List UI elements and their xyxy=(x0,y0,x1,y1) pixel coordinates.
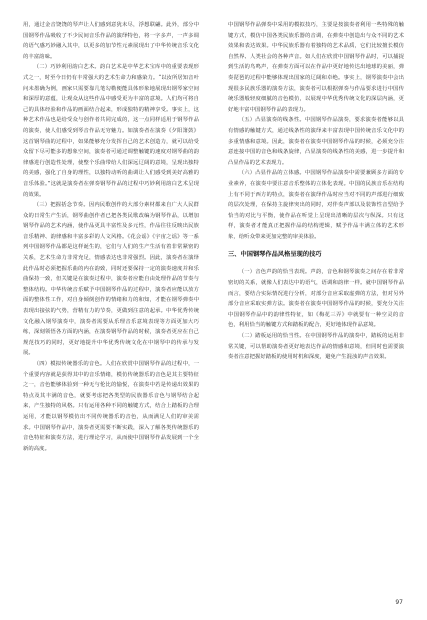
body-paragraph: （六）凸显作品的立体感。中国钢琴作品演奏中需要兼顾多方面的专业素养，在演奏中要注意音乐整体的立体化表现。中国的民族音乐在结构上有不同于西方的特点，演奏者在演绎作品时应当对不同的声部进行细致的层次处理，在保持主旋律突出的同时，对伴奏声部以及装饰性音型给予恰当的对比与平衡，使作品在听觉上呈现出清晰的层次与纵深。只有这样，演奏者才能真正把握作品的结构逻辑，赋予作品丰满立体的艺术形象，给听众带来更加完整的审美体验。 xyxy=(228,170,404,240)
body-paragraph: （二）巧妙利用韵白艺术。韵白艺术是中华艺术宝库中的重要表现形式之一，时至今日仍有丰常强大的艺术生命力和感染力。“以汝所居知音叶问未墨确为例，画家只需要靠几笔勾勒便能具体形象地展现出钢琴家空间和深厚的意蕴，让观众从这些作品中感受更为丰富的意境。人们均可将自己的具体经验和作品的画面结合起来，形成独特的精神享受。事实上，这种艺术作品也是给受众与创作者共同完成的，这一点同样适用于钢琴作品的演奏，使人们感受到琴音作品无穷魅力。如演奏者在演奏《夕阳箫鼓》这首钢琴曲的过程中，如果能够充分发挥自己的艺术创造力，就可以给受众留下尽可能多的想象空间，演奏者可通过调整触键的速度对钢琴曲的韵律感进行创造性处理，使整个乐曲带给人们深远辽阔的意境，呈现出独特的美感，强化了自身的理性，以独特动听的曲调让人们感受到美好高雅的音乐体验。”这就是演奏者在弹奏钢琴作品的过程中巧妙利用韵白艺术呈现的效果。 xyxy=(23,64,199,198)
right-column xyxy=(228,20,404,363)
body-paragraph: 用，通过金音饶饶的琴声让人们感到意犹未尽，浮想联翩。此外，部分中国钢琴作品吸收了不少民间音乐作品的演绎特色，将一字多声，一声多调的语气感巧妙融入其中，以更多的加节性元素展现出了中华传统音乐文化的丰富韵味。 xyxy=(23,22,199,60)
body-paragraph: （一）音色声韵的恰当表现。声韵，音色和钢琴演奏之间存在着非常密切的关系，就像人们表达中的语气，语调和韵律一样。就中国钢琴作品而言，要结合实际情况进行分析，对部分音应采取虚弹的方法，但对另外部分音应采取实弹方法。演奏者在演奏中国钢琴作品的时候，要充分关注中国钢琴作品中的韵律性特征，如《梅花三弄》中就要有一种空灵的音色，利用恰当的触键方式和踏板的配合，更好地体现作品意境。 xyxy=(228,269,404,329)
body-paragraph: （二）踏板运用的恰当性。在中国钢琴作品的演奏中，踏板的运用非常关键，可以帮助演奏者更好地表达作品的情感和意境，但同时也需要演奏者注意把握好踏板的使用时机和深度，避免产生混浊的声音效果。 xyxy=(228,333,404,361)
body-paragraph: （三）把握括念节奏。因内民歌创作的大部分素材都来自广大人民群众的日常生产生活，钢琴曲创作者已把各类民歌改编为钢琴作品，以增加钢琴作品的艺术内涵，使作品更具丰富性及多元性，作品往往反映出民族音乐精神、韵律感和丰富多彩的人文风格。《花会谣》《宇宙之谣》等一系列中国钢琴作品都是这样诞生的，它们与人们的生产生活有着非常紧密的关系，艺术生命力非常充足，情感表达也非常强烈。因此，演奏者在演绎此作品时必须把握乐曲的内在韵致，同时还要保持一定的演奏速度并和乐曲保持一致，但关键是在演奏过程中，演奏者应能自由处理作品的节奏与整体结构。中华传统音乐赋予中国钢琴作品的过程中，演奏者应能以放方面的整体性工作，对自身倾倒创作的情绪和力的和知，才能在钢琴弹奏中表现出接弦的气势，营精有力的节奏，更做到注意的起承。中华优秀传统文化融入钢琴演奏中，演奏者需要从乐理音乐意境表现等方面更加大巧练，深刻领悟各方面的内涵，在演奏钢琴作品的时候，演奏者更应在自己规范技巧的同时，更好地提升中华优秀传统文化在中钢琴中的传承与发展。 xyxy=(23,202,199,357)
body-paragraph: （四）模拟传统器乐的音色。人们在欣赏中国钢琴作品的过程中，一个重要内容就是获得其中的音乐情绪，模仿传统器乐的音色是其主要特征之一，音色能够体验到一种无与伦比的愉悦，在演奏中若是传递出效果的特点及其丰满的音色，就要考虑把各类型的民族器乐音色与钢琴结合起来，产生独特的风格。只有运用各种不同的触键方式，结合上踏板的合理运用，才能以钢琴模仿出不同传统器乐的音色，从而满足人们的审美需求。中国钢琴作品中，演奏者更需要不断实践，深入了解各类传统器乐的音色特征和演奏方法，进行理论学习，从而使中国钢琴作品发展到一个全新的高度。 xyxy=(23,361,199,452)
body-paragraph: （五）凸显演奏的线条性。中国钢琴作品演奏，要求演奏者能够以具有情感的触键方式，通过线条性的演绎来丰富表现中国传统音乐文化中的多重情感和意境。因此，演奏者在演奏中国钢琴作品的时候，必须充分注意连接中国的音色和线条旋律，凸显演奏的线条性的美感，进一步提升和凸显作品的艺术表现力。 xyxy=(228,117,404,166)
page-number: 97 xyxy=(395,599,403,606)
body-paragraph: 中国钢琴作品弹奏中采用的模拟技巧，主要是按演奏者利用一些特殊的触键方式，模仿中国各类民族乐器的音调，在弹奏中创造出与众不同的艺术效果和表达效果。中华民族乐器有着独特的艺术品质，它们比较擅长模仿自然界、人类社会的各种声音。如人们在欣赏中国钢琴作品时，可以捕捉到生活的鸟鸣声，在弹奏方面可以在作品中更好地传达出地球的美丽，弹奏琵琶的过程中能够体现出国家的辽阔和卓绝。事实上，钢琴演奏中会出现很多民族乐器的演奏方法，演奏者可以根据弹奏与作品要求进行中国传统乐器般轻度细腻的音色模仿，以展现中华优秀传统文化的深层内涵，更好地丰富中国钢琴作品的表现力。 xyxy=(228,22,404,113)
left-column xyxy=(23,20,199,454)
section-heading: 三、中国钢琴作品风格呈现的技巧 xyxy=(228,251,322,259)
